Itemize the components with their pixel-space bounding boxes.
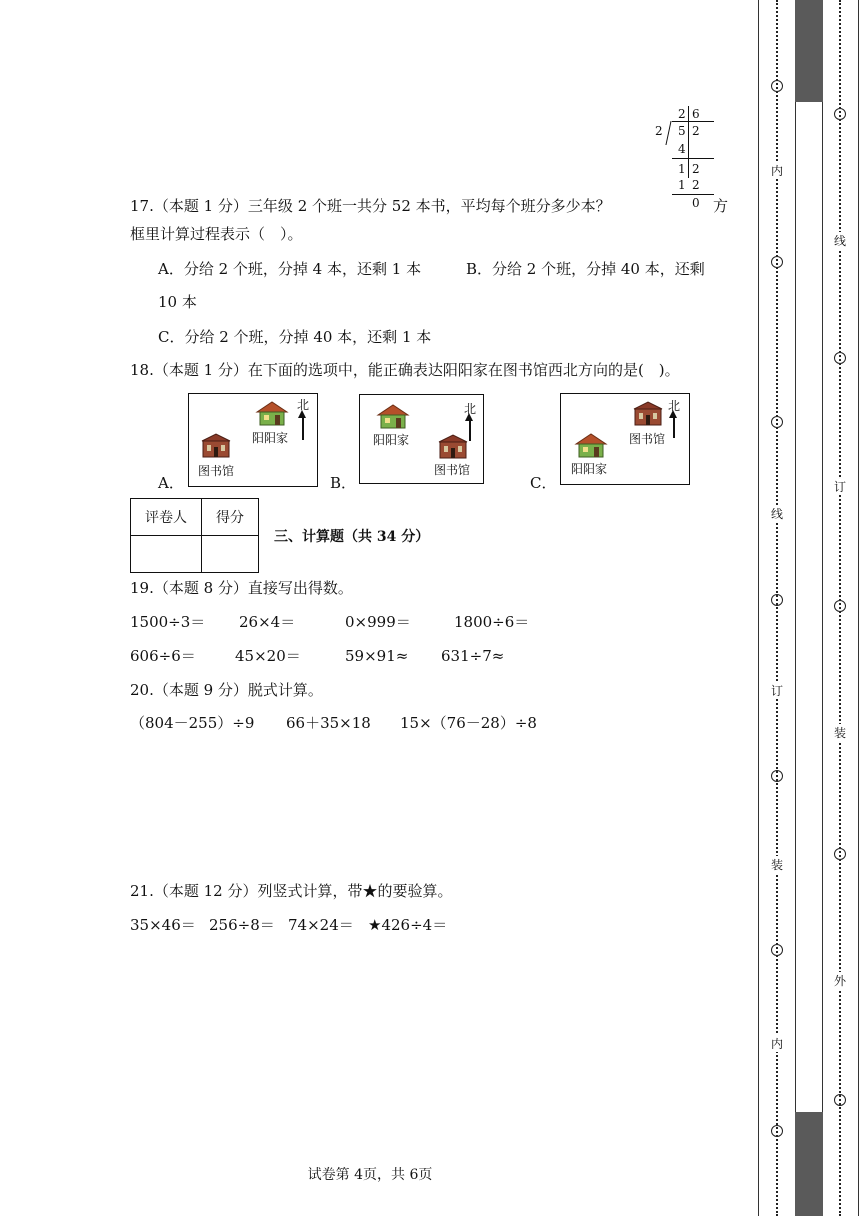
q19-item: 0×999＝ [345,613,411,631]
binding-circle [771,80,783,92]
step-value: 1 [678,162,686,176]
map-option-b [359,394,484,484]
library-label: 图书馆 [629,432,666,446]
q21-item: 74×24＝ [288,916,354,934]
q19-text: 19.（本题 8 分）直接写出得数。 [130,579,353,597]
north-label: 北 [464,402,477,416]
binding-circle [771,594,783,606]
long-division-diagram [652,106,714,212]
q21-item: ★426÷4＝ [368,916,448,934]
binding-circle [834,600,846,612]
step-value: 1 [678,178,686,192]
q17-option-a: A．分给 2 个班，分掉 4 本，还剩 1 本 [158,260,422,278]
binding-char: 内 [770,1037,783,1051]
q19-item: 606÷6＝ [130,647,196,665]
q21-item: 35×46＝ [130,916,196,934]
q19-item: 26×4＝ [239,613,296,631]
q17-text: 17.（本题 1 分）三年级 2 个班一共分 52 本书，平均每个班分多少本？ [130,197,611,215]
library-icon [436,433,470,459]
q17-option-b: B．分给 2 个班，分掉 40 本，还剩 [466,260,705,278]
binding-circle [834,1094,846,1106]
dividend-digit: 2 [692,124,700,138]
q20-item: （804－255）÷9 [130,714,255,732]
step-value: 4 [678,142,686,156]
q19-item: 1500÷3＝ [130,613,206,631]
q19-item: 1800÷6＝ [454,613,530,631]
north-arrow-icon [469,419,471,441]
divisor: 2 [655,124,663,138]
binding-char: 内 [770,164,783,178]
q21-item: 256÷8＝ [209,916,275,934]
section-title: 三、计算题（共 34 分） [274,529,430,545]
binding-char: 装 [833,726,846,740]
page-footer: 试卷第 4页，共 6页 [307,1167,433,1183]
score-cell[interactable] [202,536,259,573]
binding-char: 订 [770,684,783,698]
step-value: 2 [692,178,700,192]
home-label: 阳阳家 [252,431,289,445]
q19-item: 45×20＝ [235,647,301,665]
binding-circle [771,416,783,428]
remainder: 0 [692,196,700,210]
q17-option-c: C．分给 2 个班，分掉 40 本，还剩 1 本 [158,328,432,346]
q18-label-b: B． [330,474,357,492]
grader-header: 评卷人 [131,499,202,536]
inner-dotted-line [776,0,782,1216]
q20-item: 66＋35×18 [286,714,371,732]
q19-item: 59×91≈ [345,647,409,665]
binding-circle [834,352,846,364]
north-arrow-icon [673,416,675,438]
q20-item: 15×（76－28）÷8 [400,714,537,732]
q21-text: 21.（本题 12 分）列竖式计算，带★的要验算。 [130,882,453,900]
binding-circle [834,108,846,120]
binding-char: 线 [770,507,783,521]
north-arrow-icon [302,416,304,440]
quotient-digit: 6 [692,107,700,121]
binding-circle [834,848,846,860]
gray-band-bottom [795,1112,823,1216]
binding-circle [771,256,783,268]
q17-text-tail: 方 [713,197,729,215]
north-label: 北 [668,399,681,413]
q18-text: 18.（本题 1 分）在下面的选项中，能正确表达阳阳家在图书馆西北方向的是( )。 [130,361,680,379]
dividend-digit: 5 [678,124,686,138]
q18-label-c: C． [530,474,557,492]
home-label: 阳阳家 [373,433,410,447]
grader-cell[interactable] [131,536,202,573]
step-value: 2 [692,162,700,176]
binding-char: 外 [833,974,846,988]
house-icon [255,400,289,426]
q17-text-line2: 框里计算过程表示（ ）。 [130,225,303,243]
score-header: 得分 [202,499,259,536]
gray-band-top [795,0,823,102]
library-icon [199,432,233,458]
binding-circle [771,770,783,782]
house-icon [376,403,410,429]
quotient-digit: 2 [678,107,686,121]
north-label: 北 [297,398,310,412]
q20-text: 20.（本题 9 分）脱式计算。 [130,681,323,699]
q17-option-b-cont: 10 本 [158,293,197,311]
score-table [130,498,259,573]
binding-circle [771,1125,783,1137]
library-icon [631,400,665,426]
q18-label-a: A． [158,474,184,492]
q19-item: 631÷7≈ [441,647,505,665]
binding-circle [771,944,783,956]
home-label: 阳阳家 [571,462,608,476]
house-icon [574,432,608,458]
library-label: 图书馆 [198,464,235,478]
binding-char: 线 [833,234,846,248]
library-label: 图书馆 [434,463,471,477]
map-option-a [188,393,318,487]
binding-char: 装 [770,858,783,872]
binding-char: 订 [833,480,846,494]
map-option-c [560,393,690,485]
